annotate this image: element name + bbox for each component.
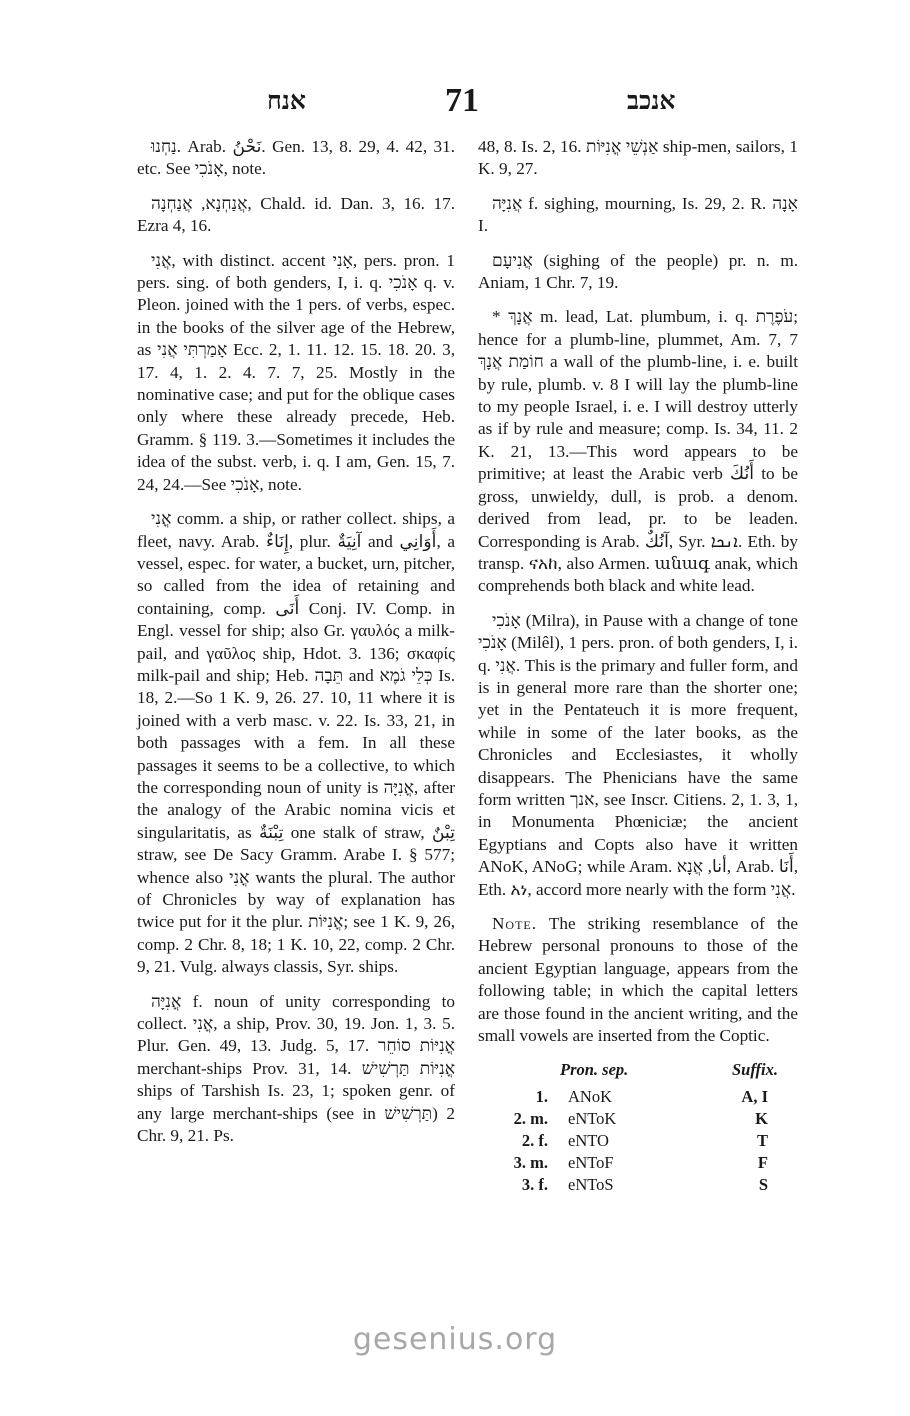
row-separate-pronoun: eNToF: [568, 1152, 614, 1172]
table-row: [478, 1108, 798, 1130]
row-person: 3. f.: [521, 1174, 548, 1194]
row-person: 2. f.: [521, 1130, 548, 1150]
pronoun-table: [478, 1059, 798, 1195]
table-row: [478, 1174, 798, 1196]
row-separate-pronoun: eNToK: [568, 1108, 617, 1128]
page-header: [137, 82, 807, 122]
row-separate-pronoun: eNToS: [568, 1174, 614, 1194]
entry-anokhi: אָנֹכִי (Milra), in Pause with a change of tone אָנֹכִי (Milêl), 1 pers. pron. of both genders, I, i. q. אֲנִי. This is the primary and fuller form, and is in general more rare than the shorter one; yet in the Pentateuch it is more frequent, while in some of the later books, as the Chronicles and Ecclesiastes, it wholly disappears. The Phenicians have the same form written אנך, see Inscr. Citiens. 2, 1. 3, 1, in Monumenta Phœniciæ; the ancient Egyptians and Copts also have it written ANoK, ANoG; while Aram. أنا, אֲנָא, Arab. أَنَا, Eth. አነ, accord more nearly with the form אֲנִי.: [478, 610, 799, 899]
entry-ani-pronoun: אֲנִי, with distinct. accent אָנִי, pers. pron. 1 pers. sing. of both genders, I, i. q. אָנֹכִי q. v. Pleon. joined with the 1 pers. of verbs, espec. in the books of the silver age of the Hebrew, as אָמַרְתִּי אֲנִי Ecc. 2, 1. 11. 12. 15. 18. 20. 3, 17. 4, 1. 2. 4. 7. 7, 25. Mostly in the nominative case; and put for the oblique cases only where these already precede, Heb. Gramm. § 119. 3.—Sometimes it includes the idea of the subst. verb, i. q. I am, Gen. 15, 7. 24, 24.—See אָנֹכִי, note.: [137, 250, 456, 494]
running-head-right: אנכב: [627, 88, 676, 115]
entry-continued-ships: 48, 8. Is. 2, 16. אַנְשֵׁי אֳנִיּוֹת ship-men, sailors, 1 K. 9, 27.: [478, 137, 798, 179]
running-head-left: אנח: [267, 88, 306, 115]
note-paragraph: [478, 913, 798, 1047]
site-watermark: gesenius.org: [352, 1322, 558, 1357]
entry-oni-ship: אֳנִי comm. a ship, or rather collect. ships, a fleet, navy. Arab. إِنَاءٌ, plur. آنِيَةٌ and أَوَانِي, a vessel, espec. for water, a bucket, urn, pitcher, so called from the idea of retaining and containing, comp. أَنَى Conj. IV. Comp. in Engl. vessel for ship; also Gr. γαυλός a milk-pail, and γαῦλος ship, Hdot. 3. 136; σκαφίς milk-pail and ship; Heb. תֵּבָה and כְּלֵי גֹמֶא Is. 18, 2.—So 1 K. 9, 26. 27. 10, 11 where it is joined with a verb masc. v. 22. Is. 33, 21, in both passages with a fem. In all these passages it seems to be a collective, to which the corresponding noun of unity is אֳנִיָּה, after the analogy of the Arabic nomina vicis et singularitatis, as تِبْنَةٌ one stalk of straw, تِبْنٌ straw, see De Sacy Gramm. Arabe I. § 577; whence also אֳנִי wants the plural. The author of Chronicles by way of explanation has twice put for it the plur. אֳנִיּוֹת; see 1 K. 9, 26, comp. 2 Chr. 8, 18; 1 K. 10, 22, comp. 2 Chr. 9, 21. Vulg. always classis, Syr. ships.: [137, 509, 456, 977]
table-row: [478, 1152, 798, 1174]
row-separate-pronoun: eNTO: [568, 1130, 609, 1150]
note-label: Note.: [492, 914, 538, 933]
row-person: 2. m.: [513, 1108, 548, 1128]
entry-nachnu: נַחְנוּ. Arab. نَحْنُ. Gen. 13, 8. 29, 4. 42, 31. etc. See אָנֹכִי, note.: [137, 137, 455, 179]
left-column: [137, 136, 455, 1159]
row-separate-pronoun: ANoK: [568, 1086, 612, 1106]
row-person: 3. m.: [513, 1152, 548, 1172]
row-person: 1.: [535, 1086, 548, 1106]
entry-oniyyah-ship: אֳנִיָּה f. noun of unity corresponding to collect. אֳנִי, a ship, Prov. 30, 19. Jon. 1, 3. 5. Plur. Gen. 49, 13. Judg. 5, 17. אֳנִיּוֹת סוֹחֵר merchant-ships Prov. 31, 14. אֳנִיּוֹת תַּרְשִׁישׁ ships of Tarshish Is. 23, 1; spoken genr. of any large merchant-ships (see in תַּרְשִׁישׁ) 2 Chr. 9, 21. Ps.: [137, 991, 456, 1146]
row-suffix: S: [758, 1174, 768, 1194]
table-row: [478, 1086, 798, 1108]
row-suffix: K: [755, 1108, 768, 1128]
row-suffix: T: [756, 1130, 768, 1150]
page-number: 71: [445, 82, 479, 119]
entry-aniyyah-sighing: אֲנִיָּה f. sighing, mourning, Is. 29, 2. R. אָנָה I.: [478, 193, 798, 236]
right-column: [478, 136, 798, 1196]
entry-anak-lead: * אֲנָךְ m. lead, Lat. plumbum, i. q. עֹפֶרֶת; hence for a plumb-line, plummet, Am. 7, 7 חוֹמַת אֲנָךְ a wall of the plumb-line, i. e. built by rule, plumb. v. 8 I will lay the plumb-line to my people Israel, i. e. I will destroy utterly as if by rule and measure; comp. Is. 34, 11. 2 K. 21, 13.—This word appears to be primitive; at least the Arabic verb أَنُكَ to be gross, unwieldy, dull, is prob. a denom. derived from lead, pr. to be leaden. Corresponding is Arab. آنُكٌ, Syr. ܐܢܟܐ. Eth. by transp. ናአከ, also Armen. անագ anak, which comprehends both black and white lead.: [478, 307, 799, 596]
table-header-suffix: Suffix.: [731, 1060, 778, 1080]
row-suffix: F: [757, 1152, 768, 1172]
entry-anachna-chaldee: אֲנַחְנָא, אֲנַחְנָה, Chald. id. Dan. 3, 16. 17. Ezra 4, 16.: [137, 193, 455, 236]
entry-aniam: אֲנִיעָם (sighing of the people) pr. n. m. Aniam, 1 Chr. 7, 19.: [478, 250, 798, 293]
row-suffix: A, I: [741, 1086, 768, 1106]
note-text: The striking resemblance of the Hebrew personal pronouns to those of the ancient Egyptian language, appears from the following table; in which the capital letters are those found in the ancient writing, and the small vowels are inserted from the Coptic.: [478, 914, 798, 1046]
table-row: [478, 1130, 798, 1152]
table-header-pron-sep: Pron. sep.: [560, 1060, 629, 1080]
